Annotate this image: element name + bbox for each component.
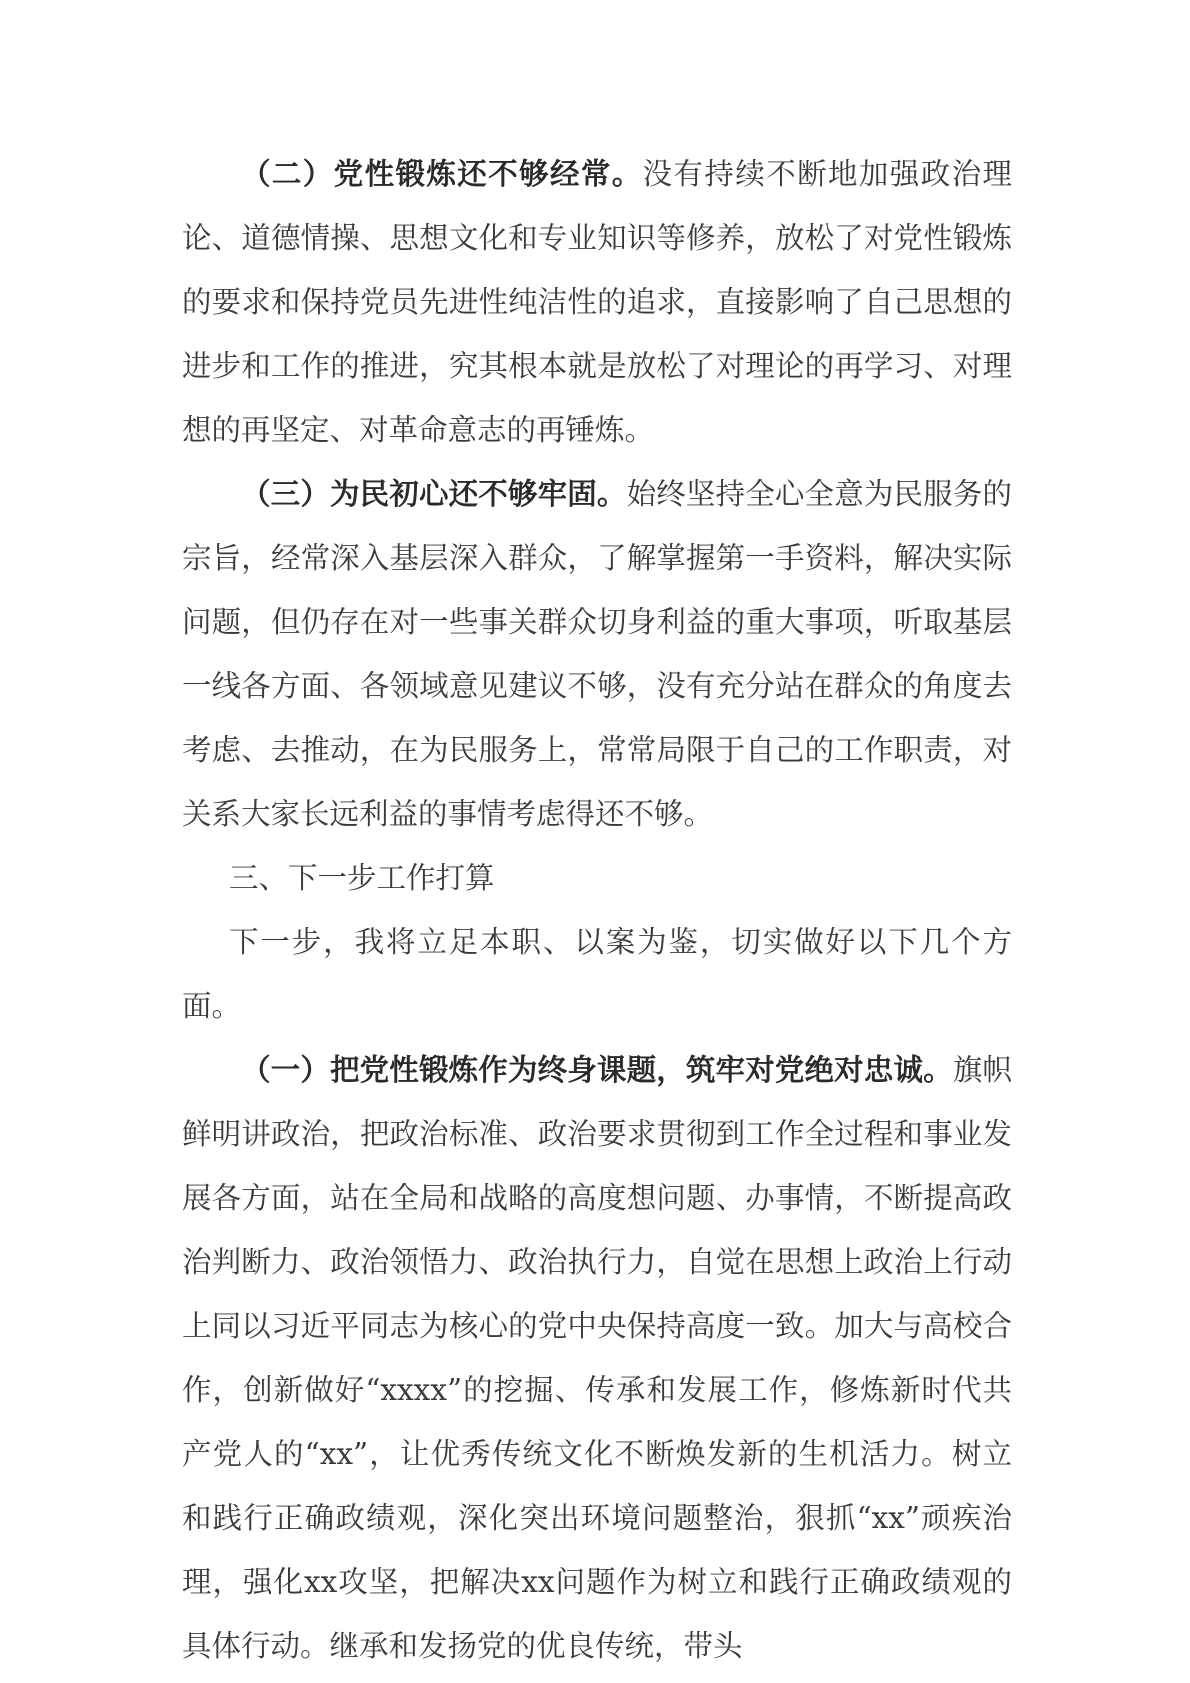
- paragraph-party-spirit: [182, 142, 1012, 462]
- paragraph-lead: （三）为民初心还不够牢固。: [241, 476, 627, 511]
- paragraph-intro: 下一步，我将立足本职、以案为鉴，切实做好以下几个方面。: [182, 925, 1012, 1023]
- document-body: [182, 142, 1012, 1678]
- paragraph-text: 旗帜鲜明讲政治，把政治标准、政治要求贯彻到工作全过程和事业发展各方面，站在全局和战略的高度想问题、办事情，不断提高政治判断力、政治领悟力、政治执行力，自觉在思想上政治上行动上同以习近平同志为核心的党中央保持高度一致。加大与高校合作，创新做好“xxxx”的挖掘、传承和发展工作，修炼新时代共产党人的“xx”，让优秀传统文化不断焕发新的生机活力。树立和践行正确政绩观，深化突出环境问题整治，狠抓“xx”顽疾治理，强化xx攻坚，把解决xx问题作为树立和践行正确政绩观的具体行动。继承和发扬党的优良传统，带头: [182, 1053, 1012, 1663]
- paragraph-lead: （一）把党性锻炼作为终身课题，筑牢对党绝对忠诚。: [241, 1052, 953, 1087]
- paragraph-text: 没有持续不断地加强政治理论、道德情操、思想文化和专业知识等修养，放松了对党性锻炼的要求和保持党员先进性纯洁性的追求，直接影响了自己思想的进步和工作的推进，究其根本就是放松了对理论的再学习、对理想的再坚定、对革命意志的再锤炼。: [182, 157, 1012, 447]
- paragraph-text: 始终坚持全心全意为民服务的宗旨，经常深入基层深入群众，了解掌握第一手资料，解决实际问题，但仍存在对一些事关群众切身利益的重大事项，听取基层一线各方面、各领域意见建议不够，没有充分站在群众的角度去考虑、去推动，在为民服务上，常常局限于自己的工作职责，对关系大家长远利益的事情考虑得还不够。: [182, 477, 1012, 831]
- paragraph-original-aspiration: [182, 462, 1012, 846]
- paragraph-lifelong-task: [182, 1038, 1012, 1678]
- section-heading: 三、下一步工作打算: [229, 861, 495, 895]
- paragraph-lead: （二）党性锻炼还不够经常。: [241, 156, 643, 191]
